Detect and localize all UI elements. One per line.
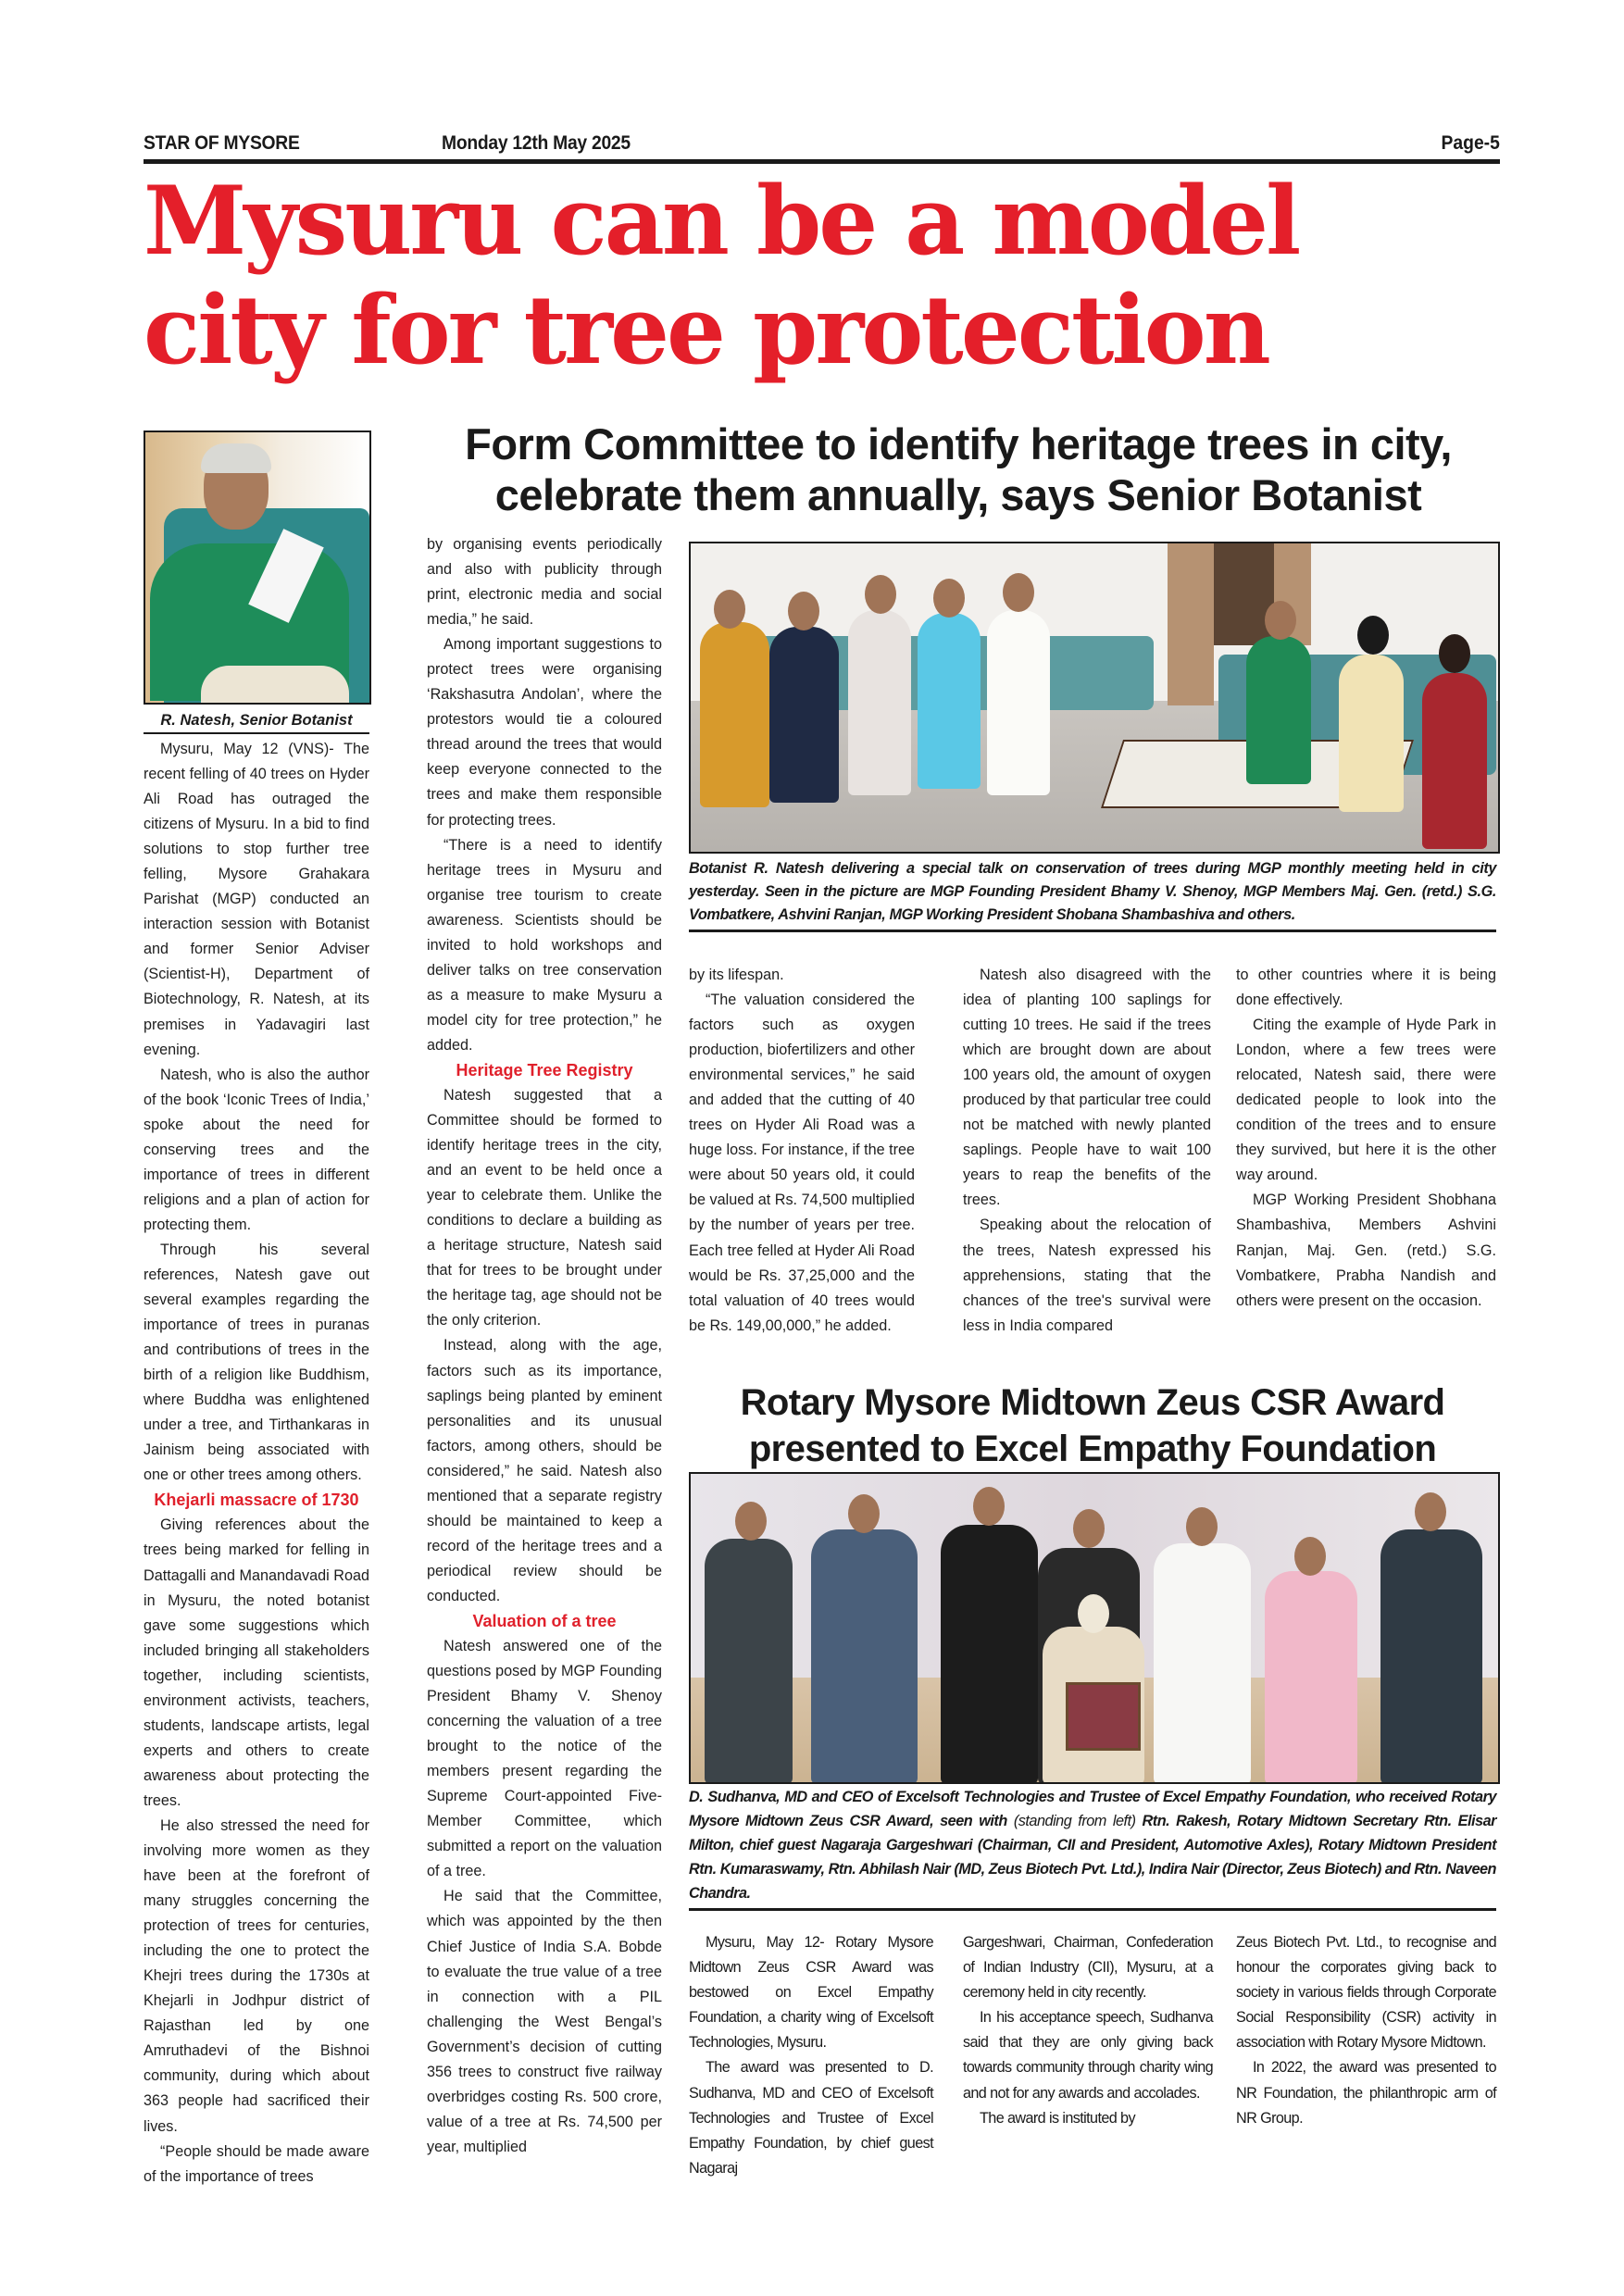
photo-curtain-shape xyxy=(1168,543,1214,705)
masthead xyxy=(144,132,1392,160)
photo-person-shape xyxy=(987,610,1050,795)
paragraph: by organising events periodically and also with publicity through print, electronic media and social media,” he said. xyxy=(427,536,662,629)
photo-head-shape xyxy=(1357,616,1389,655)
photo-head-shape xyxy=(848,1494,880,1533)
second-column-2 xyxy=(963,1930,1213,2131)
paragraph: “There is a need to identify heritage trees in Mysuru and organise tree tourism to create awareness. Scientists should be invited to hold workshops and deliver talks on tree conservation as a measure to make Mysuru a model city for tree protection,” he added. xyxy=(427,836,662,1054)
lead-column-1 xyxy=(144,737,369,2190)
paragraph: MGP Working President Shobhana Shambashiva, Members Ashvini Ranjan, Maj. Gen. (retd.) S.G. Vombatkere, Prabha Nandish and others were present on the occasion. xyxy=(1236,1192,1496,1309)
photo-head-shape xyxy=(1439,634,1470,673)
paragraph: to other countries where it is being done effectively. xyxy=(1236,967,1496,1009)
photo-head-shape xyxy=(1186,1507,1218,1546)
photo-person-shape xyxy=(1154,1543,1251,1784)
paragraph: Natesh also disagreed with the idea of planting 100 saplings for cutting 10 trees. He said if the trees which are brought down are about 100 years old, the amount of oxygen produced by that particular tree could not be matched with newly planted saplings. People have to wait 100 years to reap the benefits of the trees. xyxy=(963,967,1211,1209)
photo-person-shape xyxy=(700,622,769,807)
paragraph: Citing the example of Hyde Park in London, where a few trees were relocated, Natesh said, there were dedicated people to look into the condition of the trees and to ensure they survived, but here it is the other way around. xyxy=(1236,1017,1496,1184)
section-heading: Khejarli massacre of 1730 xyxy=(154,1491,359,1510)
award-photo xyxy=(689,1472,1500,1784)
photo-head-shape xyxy=(1415,1492,1446,1531)
paragraph: “People should be made aware of the importance of trees xyxy=(144,2142,369,2185)
paragraph: In his acceptance speech, Sudhanva said that they are only giving back towards community through charity wing and not for any awards and accolades. xyxy=(963,2009,1213,2102)
paragraph: He also stressed the need for involving more women as they have been at the forefront of many struggles concerning the protection of trees for centuries, including the one to protect the Khejri trees during the 1730s at Khejarli in Jodhpur district of Rajasthan led by one Amruthadevi of the Bishnoi community, during which about 363 people had sacrificed their lives. xyxy=(144,1816,369,2135)
photo-person-shape xyxy=(1339,655,1404,812)
caption-text: D. Sudhanva, MD and CEO of Excelsoft Technologies and Trustee of Excel Empathy Foundation, who received Rotary Mysore Midtown Zeus CSR Award, seen with xyxy=(689,1789,1496,1829)
section-heading: Heritage Tree Registry xyxy=(456,1060,633,1079)
section-heading: Valuation of a tree xyxy=(472,1611,617,1630)
photo-person-shape xyxy=(705,1539,793,1784)
award-photo-caption xyxy=(689,1785,1496,1911)
paragraph: Instead, along with the age, factors such as its importance, saplings being planted by eminent personalities and its unusual factors, among others, should be considered,” he said. Natesh also mentioned that a separate registry should be maintained to keep a record of the heritage trees and a periodical review should be conducted. xyxy=(427,1337,662,1604)
photo-head-shape xyxy=(714,590,745,629)
photo-window-shape xyxy=(1214,543,1274,645)
lead-column-3 xyxy=(689,963,915,1339)
paragraph: In 2022, the award was presented to NR Foundation, the philanthropic arm of NR Group. xyxy=(1236,2059,1496,2127)
photo-head-shape xyxy=(865,575,896,614)
photo-turban-shape xyxy=(1078,1594,1109,1633)
photo-hair-shape xyxy=(201,443,271,473)
photo-head-shape xyxy=(973,1487,1005,1526)
main-headline: Mysuru can be a model city for tree protection xyxy=(144,166,1299,386)
paragraph: Giving references about the trees being marked for felling in Dattagalli and Manandavadi Road in Mysuru, the noted botanist gave some suggestions which included bringing all stakeholders together, including scientists, environment activists, teachers, students, landscape artists, legal experts and others to create awareness about protecting the trees. xyxy=(144,1516,369,1809)
paragraph: The award was presented to D. Sudhanva, MD and CEO of Excelsoft Technologies and Trustee of Excel Empathy Foundation, by chief guest Nagaraj xyxy=(689,2059,933,2177)
paragraph: Among important suggestions to protect trees were organising ‘Rakshasutra Andolan’, where the protestors would tie a coloured thread around the trees that would keep everyone connected to the trees and make them responsible for protecting trees. xyxy=(427,636,662,829)
paragraph: Natesh suggested that a Committee should be formed to identify heritage trees in the city, and an event to be held once a year to celebrate them. Unlike the conditions to declare a building as a heritage structure, Natesh said that for trees to be brought under the heritage tag, age should not be the only criterion. xyxy=(427,1086,662,1329)
photo-person-shape xyxy=(811,1529,918,1784)
paragraph: Natesh answered one of the questions posed by MGP Founding President Bhamy V. Shenoy concerning the valuation of a tree brought to the notice of the members present regarding the Supreme Court-appointed Five-Member Committee, which submitted a report on the valuation of a tree. xyxy=(427,1637,662,1880)
photo-person-shape xyxy=(848,610,911,795)
paragraph: Natesh, who is also the author of the book ‘Iconic Trees of India,’ spoke about the need for conserving trees and the importance of trees in different religions and a plan of action for protecting them. xyxy=(144,1066,369,1233)
photo-person-shape xyxy=(1422,673,1487,849)
paragraph: Zeus Biotech Pvt. Ltd., to recognise and honour the corporates giving back to society in various fields through Corporate Social Responsibility (CSR) activity in association with Rotary Mysore Midtown. xyxy=(1236,1934,1496,2052)
photo-person-shape xyxy=(1246,636,1311,784)
portrait-photo xyxy=(144,430,371,705)
photo-head-shape xyxy=(1294,1537,1326,1576)
award-plaque-shape xyxy=(1066,1682,1141,1751)
caption-aside: (standing from left) xyxy=(1013,1813,1136,1829)
issue-date: Monday 12th May 2025 xyxy=(442,132,631,154)
paragraph: “The valuation considered the factors such as oxygen production, biofertilizers and other environmental services,” he said and added that the cutting of 40 trees on Hyder Ali Road was a huge loss. For instance, if the tree were about 50 years old, it could be valued at Rs. 74,500 multiplied by the number of years per tree. Each tree felled at Hyder Ali Road would be Rs. 37,25,000 and the total valuation of 40 trees would be Rs. 149,00,000,” he added. xyxy=(689,992,915,1334)
paragraph: The award is instituted by xyxy=(980,2109,1135,2127)
portrait-caption: R. Natesh, Senior Botanist xyxy=(144,712,369,734)
masthead-rule xyxy=(144,159,1500,164)
lead-column-5 xyxy=(1236,963,1496,1314)
photo-head-shape xyxy=(1265,601,1296,640)
second-column-3 xyxy=(1236,1930,1496,2131)
paragraph: Mysuru, May 12- Rotary Mysore Midtown Zeus CSR Award was bestowed on Excel Empathy Foundation, a charity wing of Excelsoft Technologies, Mysuru. xyxy=(689,1934,933,2052)
photo-head-shape xyxy=(933,579,965,618)
second-headline: Rotary Mysore Midtown Zeus CSR Award presented to Excel Empathy Foundation xyxy=(740,1382,1445,1469)
photo-person-shape xyxy=(941,1525,1038,1784)
meeting-photo-caption: Botanist R. Natesh delivering a special talk on conservation of trees during MGP monthly meeting held in city yesterday. Seen in the picture are MGP Founding President Bhamy V. Shenoy, MGP Members Maj. Gen. (retd.) S.G. Vombatkere, Ashvini Ranjan, MGP Working President Shobana Shambashiva and others. xyxy=(689,855,1496,932)
paragraph: by its lifespan. xyxy=(689,967,784,983)
photo-head-shape xyxy=(1073,1509,1105,1548)
publication-name: STAR OF MYSORE xyxy=(144,132,300,154)
photo-person-shape xyxy=(1380,1529,1482,1784)
caption-text: Rtn. Rakesh, Rotary Midtown Secretary Rtn. Elisar Milton, chief guest Nagaraja Gargeshwari (Chairman, CII and President, Automotive Axles), Rotary Midtown President Rtn. Kumaraswamy, Rtn. Abhilash Nair (MD, Zeus Biotech Pvt. Ltd.), Indira Nair (Director, Zeus Biotech) and Rtn. Naveen Chandra. xyxy=(689,1813,1496,1902)
lead-column-2 xyxy=(427,532,662,2160)
sub-headline: Form Committee to identify heritage trees in city, celebrate them annually, says Senior Botanist xyxy=(465,419,1452,519)
meeting-photo xyxy=(689,542,1500,854)
paragraph: Gargeshwari, Chairman, Confederation of Indian Industry (CII), Mysuru, at a ceremony held in city recently. xyxy=(963,1934,1213,2002)
page-number: Page-5 xyxy=(1441,132,1500,154)
photo-person-shape xyxy=(1265,1571,1357,1784)
photo-head-shape xyxy=(788,592,819,630)
photo-head-shape xyxy=(735,1502,767,1541)
paragraph: Speaking about the relocation of the trees, Natesh expressed his apprehensions, stating that the chances of the tree's survival were less in India compared xyxy=(963,1217,1211,1334)
second-column-1 xyxy=(689,1930,933,2181)
photo-legs-shape xyxy=(201,666,349,703)
paragraph: Through his several references, Natesh gave out several examples regarding the importance of trees in puranas and contributions of trees in the birth of a religion like Buddhism, where Buddha was enlightened under a tree, and Tirthankaras in Jainism being associated with one or other trees among others. xyxy=(144,1241,369,1484)
photo-person-shape xyxy=(769,627,839,803)
photo-person-shape xyxy=(918,613,981,789)
paragraph: Mysuru, May 12 (VNS)- The recent felling of 40 trees on Hyder Ali Road has outraged the citizens of Mysuru. In a bid to find solutions to stop further tree felling, Mysore Grahakara Parishat (MGP) conducted an interaction session with Botanist and former Senior Adviser (Scientist-H), Department of Biotechnology, R. Natesh, at its premises in Yadavagiri last evening. xyxy=(144,741,369,1058)
lead-column-4 xyxy=(963,963,1211,1339)
photo-head-shape xyxy=(1003,573,1034,612)
paragraph: He said that the Committee, which was appointed by the then Chief Justice of India S.A. Bobde to evaluate the true value of a tree in connection with a PIL challenging the West Bengal’s Government’s decision of cutting 356 trees to construct five railway overbridges costing Rs. 500 crore, value of a tree at Rs. 74,500 per year, multiplied xyxy=(427,1888,662,2155)
